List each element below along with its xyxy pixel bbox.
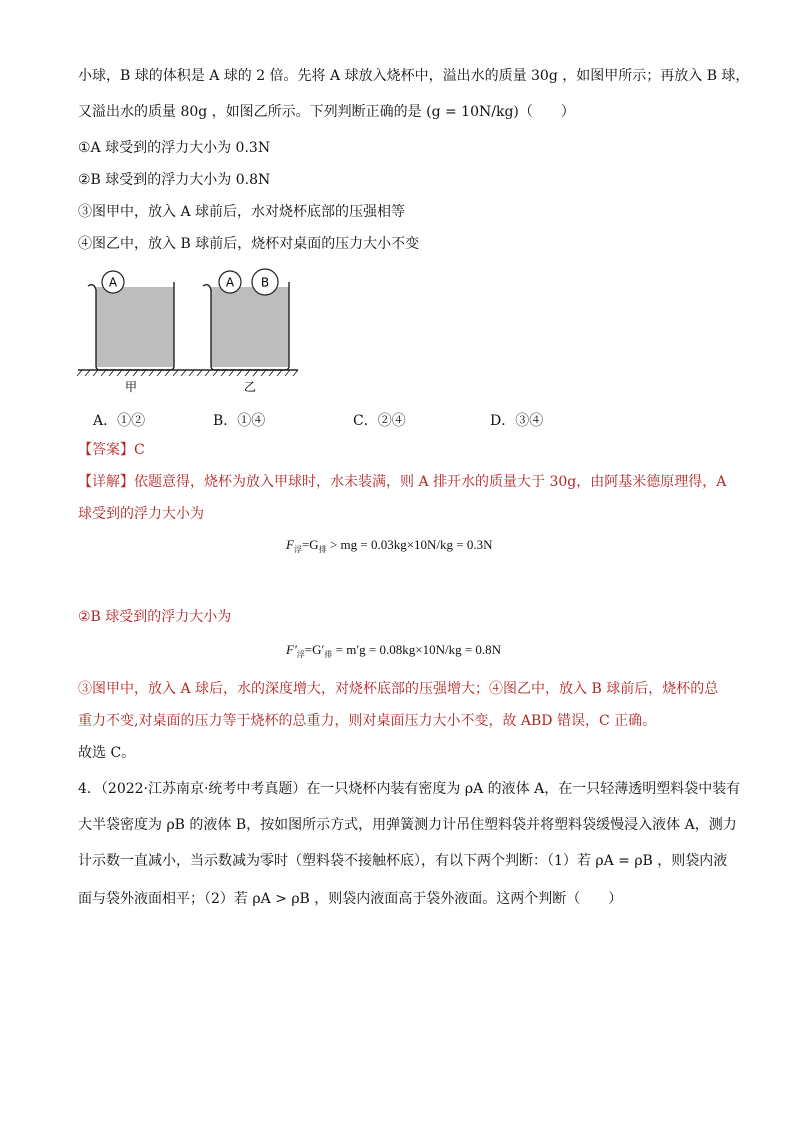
detail-line-2: 球受到的浮力大小为 [78, 506, 204, 522]
answer-line: 【答案】C [78, 442, 145, 458]
problem-3-line-2: 又溢出水的质量 80g ，如图乙所示。下列判断正确的是 (g = 10N/kg)（ ） [78, 104, 575, 120]
left-beaker-water [96, 287, 174, 367]
equation-1-mid-sub: 排 [318, 545, 327, 554]
detail-line-1: 【详解】依题意得，烧杯为放入甲球时，水未装满，则 A 排开水的质量大于 30g，由阿基米德原理得，A [78, 474, 727, 490]
equation-2-mid: =G′ [304, 642, 325, 657]
equation-2-rest: = m′g = 0.08kg×10N/kg = 0.8N [332, 642, 502, 657]
problem-4-line-3: 计示数一直减小，当示数减为零时（塑料袋不接触杯底），有以下两个判断：（1）若 ρA = ρB ，则袋内液 [78, 853, 728, 869]
equation-1 [286, 537, 493, 555]
equation-2-mid-sub: 排 [324, 650, 333, 659]
problem-4-line-4: 面与袋外液面相平；（2）若 ρA > ρB ，则袋内液面高于袋外液面。这两个判断（ ） [78, 891, 623, 907]
option-d: D．③④ [490, 413, 544, 429]
table-hatching [77, 370, 298, 376]
beaker-figure [76, 262, 306, 397]
equation-2 [286, 642, 501, 660]
detail-line-3: ②B 球受到的浮力大小为 [78, 609, 232, 625]
equation-2-lhs-sub: 浮 [296, 650, 305, 659]
ball-b-label: B [260, 275, 270, 290]
figure-label-yi: 乙 [243, 380, 257, 394]
right-beaker-water [211, 287, 289, 367]
detail-line-4: ③图甲中，放入 A 球后，水的深度增大，对烧杯底部的压强增大；④图乙中，放入 B 球前后，烧杯的总 [78, 681, 719, 697]
conclusion: 故选 C。 [78, 745, 136, 761]
option-c: C．②④ [353, 413, 406, 429]
problem-4-line-1: 4．（2022·江苏南京·统考中考真题）在一只烧杯内装有密度为 ρA 的液体 A，在一只轻薄透明塑料袋中装有 [78, 781, 741, 797]
equation-2-lhs: F′ [286, 642, 297, 657]
statement-4: ④图乙中，放入 B 球前后，烧杯对桌面的压力大小不变 [78, 236, 420, 252]
statement-1: ①A 球受到的浮力大小为 0.3N [78, 140, 271, 156]
statement-3: ③图甲中，放入 A 球前后，水对烧杯底部的压强相等 [78, 204, 406, 220]
detail-line-5: 重力不变,对桌面的压力等于烧杯的总重力，则对桌面压力大小不变，故 ABD 错误，C 正确。 [78, 713, 657, 729]
option-a: A．①② [93, 413, 146, 429]
problem-4-line-2: 大半袋密度为 ρB 的液体 B，按如图所示方式，用弹簧测力计吊住塑料袋并将塑料袋缓慢浸入液体 A，测力 [78, 817, 737, 833]
ball-a-left-label: A [108, 275, 118, 290]
statement-2: ②B 球受到的浮力大小为 0.8N [78, 172, 271, 188]
equation-1-mid: =G [301, 537, 319, 552]
option-b: B．①④ [213, 413, 266, 429]
problem-3-line-1: 小球，B 球的体积是 A 球的 2 倍。先将 A 球放入烧杯中，溢出水的质量 30g ，如图甲所示；再放入 B 球， [78, 68, 750, 84]
equation-1-lhs-sub: 浮 [293, 545, 302, 554]
equation-1-lhs: F [286, 537, 294, 552]
ball-a-right-label: A [225, 275, 235, 290]
equation-1-rest: > mg = 0.03kg×10N/kg = 0.3N [326, 537, 493, 552]
figure-label-jia: 甲 [124, 380, 138, 394]
